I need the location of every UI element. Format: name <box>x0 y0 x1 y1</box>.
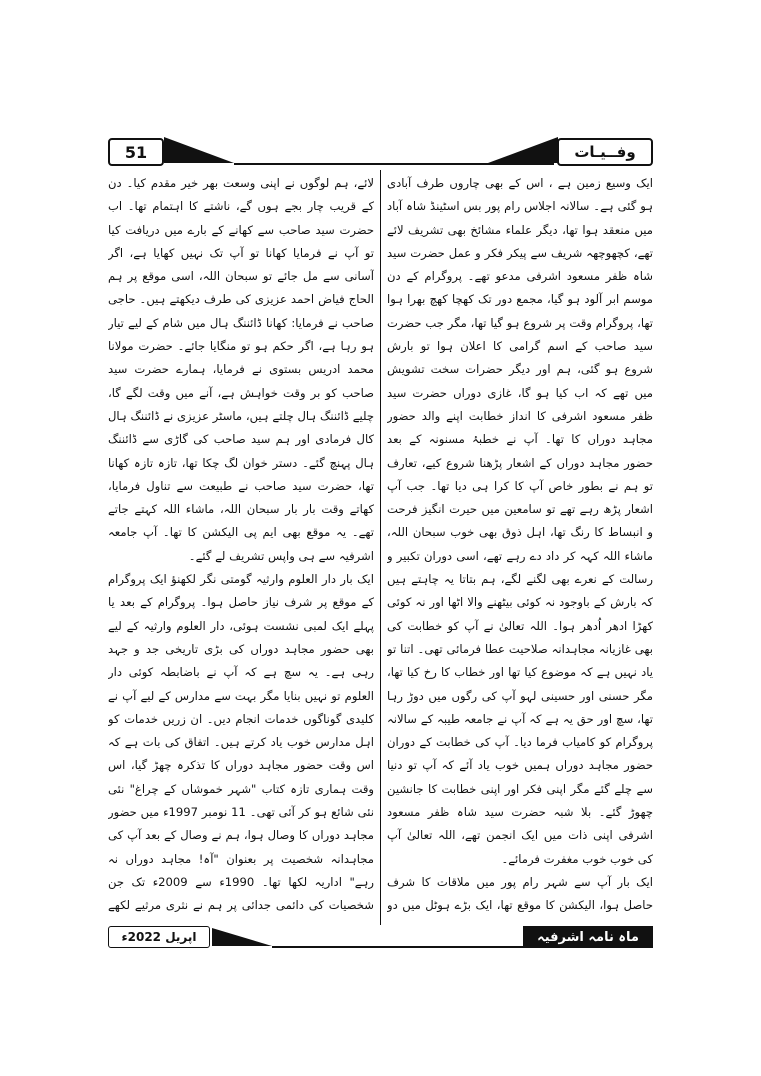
paragraph: ایک بار دار العلوم وارثیہ گومتی نگر لکھنؤ ایک پروگرام کے موقع پر شرف نیاز حاصل ہوا۔ پروگرام کے بعد یا پہلے ایک لمبی نشست ہوئی، دار العلوم وارثیہ کے لیے بھی حضور مجاہد دوراں کی بڑی تاریخی جد و جہد رہی ہے۔ یہ سچ ہے کہ آپ نے باضابطہ کوئی دار العلوم تو نہیں بنایا مگر بہت سے مدارس کے لیے آپ نے کلیدی گوناگوں خدمات انجام دیں۔ ان زریں خدمات کو اہل مدارس خوب یاد کرتے ہیں۔ اتفاق کی بات ہے کہ اس وقت حضور مجاہد دوراں کا تذکرہ چھڑ گیا، اس وقت ہماری تازہ کتاب "شہر خموشاں کے چراغ" نئی نئی شائع ہو کر آئی تھی۔ 11 نومبر 1997ء میں حضور مجاہد دوراں کا وصال ہوا، ہم نے وصال کے بعد آپ کی مجاہدانہ شخصیت پر بعنوان "آہ! مجاہد دوراں نہ رہے" اداریہ لکھا تھا۔ 1990ء سے 2009ء تک جن شخصیات کی دائمی جدائی پر ہم نے نثری مرثیے لکھے <box>108 572 374 913</box>
magazine-name: ماہ نامہ اشرفیہ <box>523 926 653 948</box>
header-left-arrow <box>164 135 234 165</box>
paragraph: ایک بار آپ سے شہر رام پور میں ملاقات کا شرف حاصل ہوا، الیکشن کا موقع تھا، ایک بڑے ہوٹل میں دو <box>387 874 653 913</box>
page-footer <box>108 926 653 950</box>
paragraph: لائے، ہم لوگوں نے اپنی وسعت بھر خیر مقدم کیا۔ دن کے قریب چار بجے ہوں گے، ناشتے کا اہتمام تھا۔ اب حضرت سید صاحب سے کھانے کے بارے میں دریافت کیا تو آپ نے فرمایا کھانا تو آپ تک نہیں کھایا ہے، اگر آسانی سے مل جائے تو سبحان اللہ، اسی موقع پر ہم الحاج فیاض احمد عزیزی کی طرف دیکھتے ہیں۔ حاجی صاحب نے فرمایا: کھانا ڈائننگ ہال میں شام کے لیے تیار ہو رہا ہے، اگر حکم ہو تو منگایا جائے۔ حضرت مولانا محمد ادریس بستوی نے فرمایا، ہمارے حضرت سید صاحب کو بر وقت خواہش ہے، آنے میں وقت لگے گا، چلیے ڈائننگ ہال چلتے ہیں، ماسٹر عزیزی نے ڈائننگ ہال کال فرمادی اور ہم سید صاحب کی گاڑی سے ڈائننگ ہال پہنچ گئے۔ دستر خوان لگ چکا تھا، تازہ تازہ کھانا تھا، حضرت سید صاحب نے طبیعت سے تناول فرمایا، کھاتے وقت بار بار سبحان اللہ، ماشاء اللہ کہتے جاتے تھے۔ یہ موقع بھی ایم پی الیکشن کا تھا۔ آپ جامعہ اشرفیہ سے ہی واپس تشریف لے گئے۔ <box>108 176 374 563</box>
left-column <box>108 172 374 920</box>
footer-rule <box>272 946 523 948</box>
page-header <box>108 135 653 165</box>
issue-date: اپریل 2022ء <box>108 926 210 948</box>
page-number: 51 <box>108 138 164 166</box>
column-divider <box>380 170 381 925</box>
footer-arrow <box>212 926 272 948</box>
right-column <box>387 172 653 920</box>
paragraph: ایک وسیع زمین ہے ، اس کے بھی چاروں طرف آبادی ہو گئی ہے۔ سالانہ اجلاس رام پور بس اسٹینڈ شاہ آباد میں منعقد ہوا تھا، دیگر علماء مشائخ بھی تشریف لائے تھے، کچھوچھہ شریف سے پیکر فکر و عمل حضرت سید شاہ ظفر مسعود اشرفی مدعو تھے۔ پروگرام کے دن موسم ابر آلود ہو گیا، مجمع دور تک کھچا کھچ بھرا ہوا تھا، پروگرام وقت پر شروع ہو گیا تھا، مگر جب حضرت سید صاحب کے اسم گرامی کا اعلان ہوا تو بارش شروع ہو گئی، ہم اور دیگر حضرات سخت تشویش میں تھے کہ اب کیا ہو گا، غازی دوراں حضرت سید ظفر مسعود اشرفی کا انداز خطابت اپنے والد حضور مجاہد دوراں کا تھا۔ آپ نے خطبۂ مسنونہ کے بعد حضور مجاہد دوراں کے اشعار پڑھنا شروع کیے، تعارف تو ہم نے بطور خاص آپ کا کرا ہی دیا تھا۔ جب آپ اشعار پڑھ رہے تھے تو سامعین میں حیرت انگیز فرحت و انبساط کا رنگ تھا، اہل ذوق بھی خوب سبحان اللہ، ماشاء اللہ کہہ کر داد دے رہے تھے، اسی دوران تکبیر و رسالت کے نعرے بھی لگنے لگے، ہم بتاتا یہ چاہتے ہیں کہ بارش کے باوجود نہ کوئی بیٹھنے والا اٹھا اور نہ کوئی کھڑا ادھر اُدھر ہوا۔ اللہ تعالیٰ نے آپ کو خطابت کی بھی غازیانہ مجاہدانہ صلاحیت عطا فرمائی تھی۔ اتنا تو یاد نہیں ہے کہ موضوع کیا تھا اور خطاب کا رخ کیا تھا، مگر حسنی اور حسینی لہو آپ کی رگوں میں دوڑ رہا تھا، سچ اور حق یہ ہے کہ آپ نے جامعہ طیبہ کے سالانہ پروگرام کو کامیاب فرما دیا۔ آپ کی خطابت کے دوران حضور مجاہد دوراں ہمیں خوب یاد آئے کہ آپ تو دنیا سے چلے گئے مگر اپنی فکر اور اپنی خطابت کا جانشین چھوڑ گئے۔ بلا شبہ حضرت سید شاہ ظفر مسعود اشرفی اپنی ذات میں ایک انجمن تھے، اللہ تعالیٰ آپ کی خوب خوب مغفرت فرمائے۔ <box>387 176 653 866</box>
header-right-arrow <box>488 135 558 165</box>
section-title: وفــیـات <box>557 138 653 166</box>
